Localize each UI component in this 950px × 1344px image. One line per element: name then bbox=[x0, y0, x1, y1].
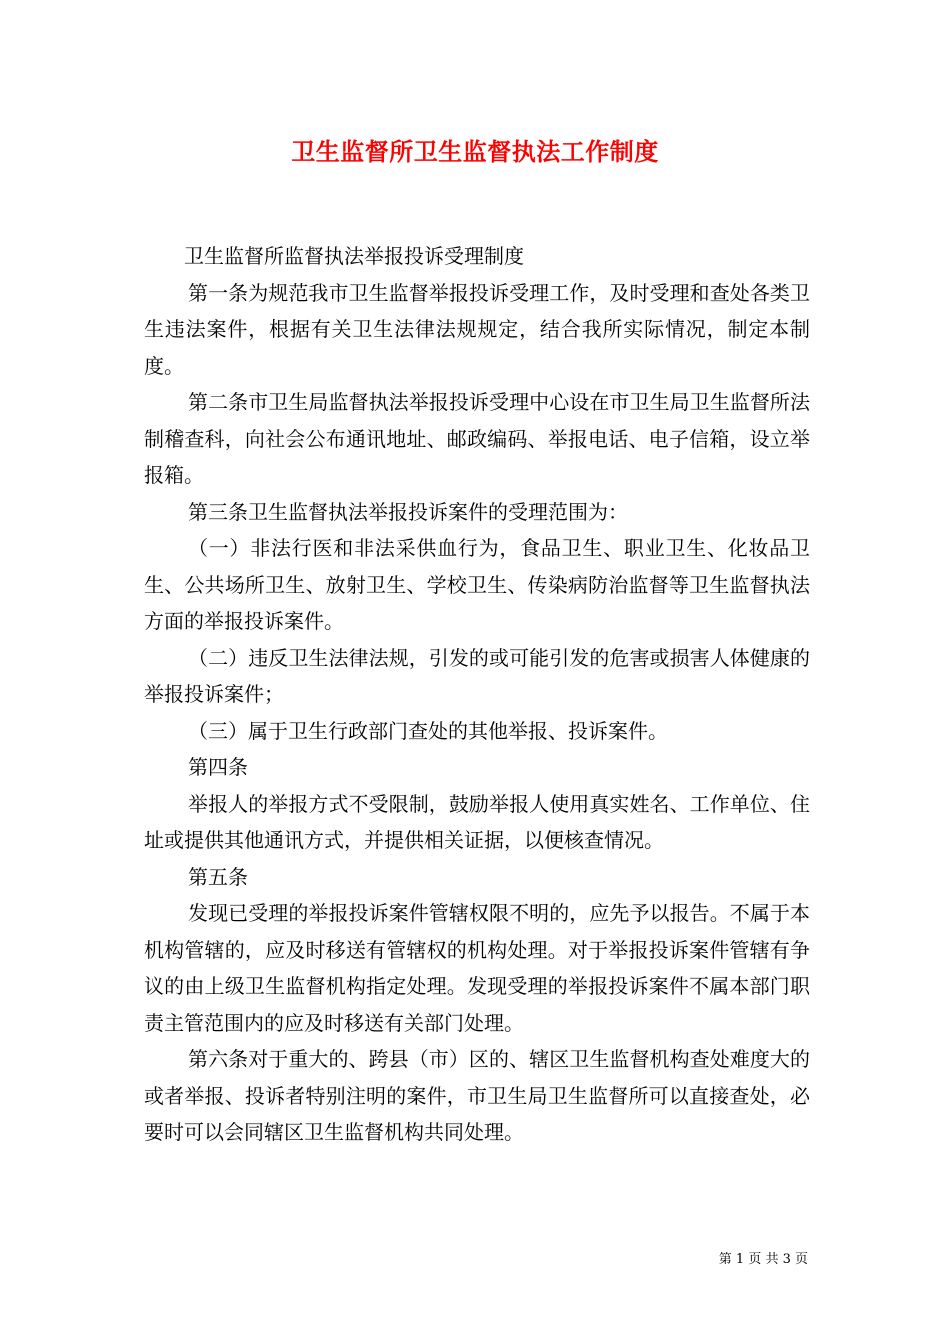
paragraph-item-2: （二）违反卫生法律法规，引发的或可能引发的危害或损害人体健康的举报投诉案件； bbox=[144, 645, 810, 706]
paragraph-article-6: 第六条对于重大的、跨县（市）区的、辖区卫生监督机构查处难度大的或者举报、投诉者特别注明的案件，市卫生局卫生监督所可以直接查处，必要时可以会同辖区卫生监督机构共同处理。 bbox=[144, 1047, 810, 1144]
paragraph-article-4-heading: 第四条 bbox=[188, 755, 248, 779]
paragraph-article-2: 第二条市卫生局监督执法举报投诉受理中心设在市卫生局卫生监督所法制稽查科，向社会公布通讯地址、邮政编码、举报电话、电子信箱，设立举报箱。 bbox=[144, 390, 810, 487]
paragraph-article-3: 第三条卫生监督执法举报投诉案件的受理范围为： bbox=[188, 499, 628, 524]
paragraph-article-5-heading: 第五条 bbox=[188, 864, 248, 889]
paragraph-article-1: 第一条为规范我市卫生监督举报投诉受理工作，及时受理和查处各类卫生违法案件，根据有关卫生法律法规规定，结合我所实际情况，制定本制度。 bbox=[144, 280, 810, 378]
page-number-footer: 第 1 页 共 3 页 bbox=[718, 1252, 808, 1267]
page-title: 卫生监督所卫生监督执法工作制度 bbox=[291, 137, 659, 166]
paragraph-item-3: （三）属于卫生行政部门查处的其他举报、投诉案件。 bbox=[188, 718, 668, 743]
paragraph-item-1: （一）非法行医和非法采供血行为，食品卫生、职业卫生、化妆品卫生、公共场所卫生、放射卫生、学校卫生、传染病防治监督等卫生监督执法方面的举报投诉案件。 bbox=[144, 536, 810, 633]
document-body bbox=[144, 238, 810, 1151]
paragraph-subtitle: 卫生监督所监督执法举报投诉受理制度 bbox=[184, 244, 524, 268]
paragraph-article-5-body: 发现已受理的举报投诉案件管辖权限不明的，应先予以报告。不属于本机构管辖的，应及时移送有管辖权的机构处理。对于举报投诉案件管辖有争议的由上级卫生监督机构指定处理。发现受理的举报投诉案件不属本部门职责主管范围内的应及时移送有关部门处理。 bbox=[144, 901, 810, 1035]
paragraph-article-4-body: 举报人的举报方式不受限制，鼓励举报人使用真实姓名、工作单位、住址或提供其他通讯方式，并提供相关证据，以便核查情况。 bbox=[144, 791, 810, 852]
